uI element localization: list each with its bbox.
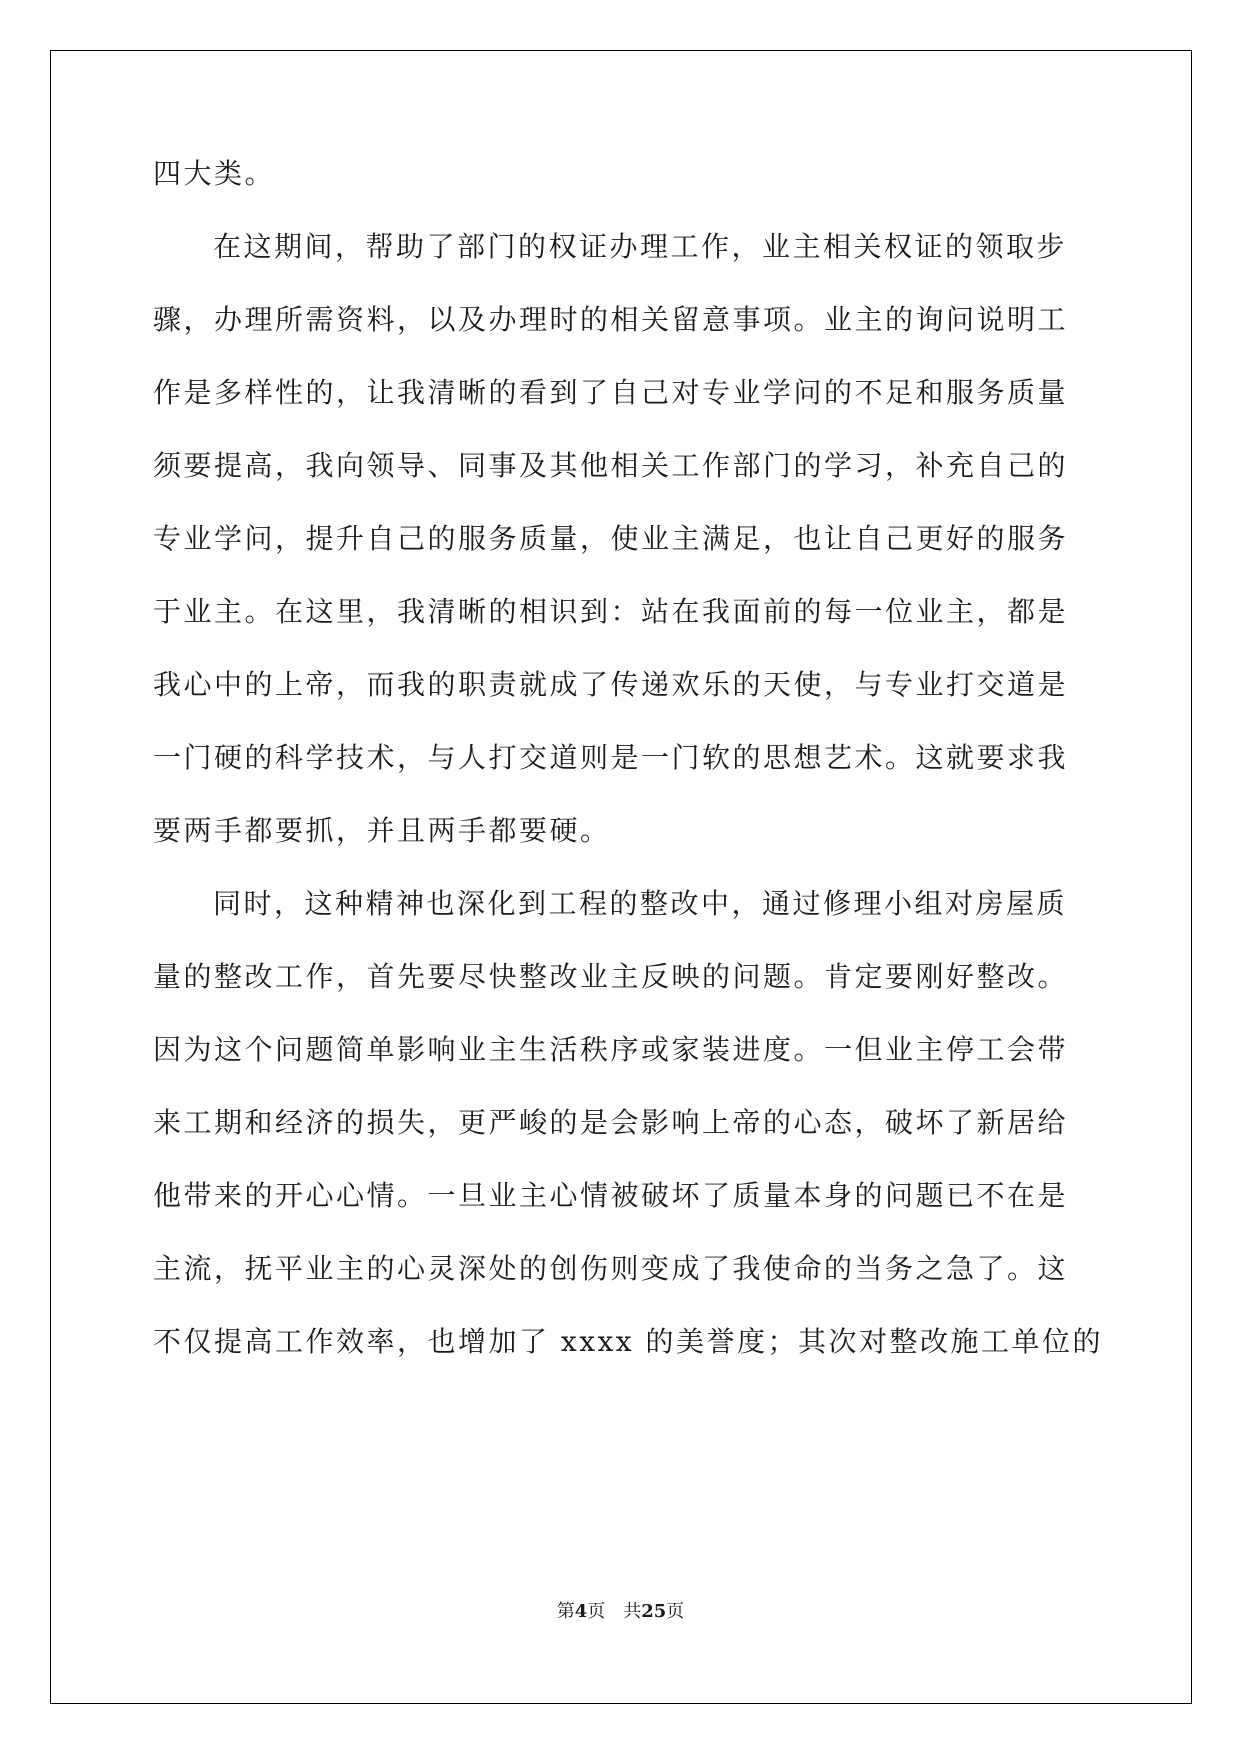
total-page-number: 25 — [641, 1601, 667, 1622]
page-border — [50, 50, 1192, 1704]
paragraph-line: 来工期和经济的损失，更严峻的是会影响上帝的心态，破坏了新居给 — [153, 1106, 1069, 1139]
paragraph-line: 须要提高，我向领导、同事及其他相关工作部门的学习，补充自己的 — [153, 449, 1069, 482]
paragraph-line: 一门硬的科学技术，与人打交道则是一门软的思想艺术。这就要求我 — [153, 741, 1069, 774]
paragraph-line: 作是多样性的，让我清晰的看到了自己对专业学问的不足和服务质量 — [153, 376, 1069, 409]
paragraph-line: 在这期间，帮助了部门的权证办理工作，业主相关权证的领取步 — [213, 230, 1068, 263]
paragraph-line: 要两手都要抓，并且两手都要硬。 — [153, 814, 611, 847]
paragraph-line: 主流，抚平业主的心灵深处的创伤则变成了我使命的当务之急了。这 — [153, 1252, 1069, 1285]
paragraph-line: 四大类。 — [153, 157, 276, 190]
paragraph-line: 专业学问，提升自己的服务质量，使业主满足，也让自己更好的服务 — [153, 522, 1069, 555]
paragraph-line: 他带来的开心心情。一旦业主心情被破坏了质量本身的问题已不在是 — [153, 1179, 1069, 1212]
paragraph-line: 骤，办理所需资料，以及办理时的相关留意事项。业主的询问说明工 — [153, 303, 1069, 336]
paragraph-line: 我心中的上帝，而我的职责就成了传递欢乐的天使，与专业打交道是 — [153, 668, 1069, 701]
paragraph-line: 于业主。在这里，我清晰的相识到：站在我面前的每一位业主，都是 — [153, 595, 1069, 628]
page-footer — [0, 1600, 1241, 1624]
footer-mid: 页 共 — [587, 1601, 642, 1622]
paragraph-line: 量的整改工作，首先要尽快整改业主反映的问题。肯定要刚好整改。 — [153, 960, 1069, 993]
paragraph-line: 同时，这种精神也深化到工程的整改中，通过修理小组对房屋质 — [213, 887, 1068, 920]
paragraph-line: 因为这个问题简单影响业主生活秩序或家装进度。一但业主停工会带 — [153, 1033, 1069, 1066]
paragraph-line: 不仅提高工作效率，也增加了 xxxx 的美誉度；其次对整改施工单位的 — [153, 1325, 1103, 1358]
footer-prefix: 第 — [556, 1601, 575, 1622]
footer-suffix: 页 — [666, 1601, 685, 1622]
current-page-number: 4 — [574, 1601, 588, 1622]
